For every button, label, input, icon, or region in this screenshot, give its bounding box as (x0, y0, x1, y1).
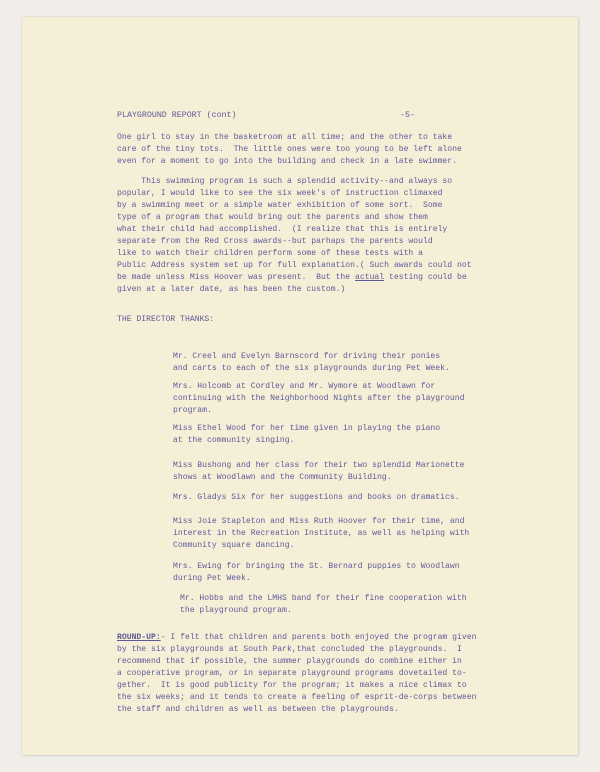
text-line: One girl to stay in the basketroom at all time; and the other to take (117, 133, 453, 142)
underlined-word: actual (355, 273, 385, 282)
text-line: by a swimming meet or a simple water exhibition of some sort. Some (117, 201, 443, 210)
text-line: program. (173, 406, 212, 415)
text-line: a cooperative program, or in separate playground programs dovetailed to- (117, 669, 467, 678)
text-line: care of the tiny tots. The little ones were too young to be left alone (117, 145, 462, 154)
text-span: testing could be (384, 273, 467, 282)
text-span: - I felt that children and parents both enjoyed the program given (160, 633, 477, 642)
text-line: during Pet Week. (173, 574, 251, 583)
text-line: the staff and children as well as between the playgrounds. (117, 705, 399, 714)
text-line: like to watch their children perform some of these tests with a (117, 249, 423, 258)
text-line: This swimming program is such a splendid activity--and always so (117, 177, 453, 186)
text-line: Miss Ethel Wood for her time given in playing the piano (173, 424, 441, 433)
text-line: recommend that if possible, the summer playgrounds do combine either in (117, 657, 462, 666)
text-line: shows at Woodlawn and the Community Building. (173, 473, 392, 482)
director-heading: THE DIRECTOR THANKS: (117, 315, 215, 324)
text-line: what their child had accomplished. (I realize that this is entirely (117, 225, 448, 234)
text-line: the six weeks; and it tends to create a feeling of esprit-de-corps between (117, 693, 477, 702)
text-line: Mr. Hobbs and the LMHS band for their fine cooperation with (180, 594, 467, 603)
text-line: Mr. Creel and Evelyn Barnscord for driving their ponies (173, 352, 441, 361)
roundup-label: ROUND-UP: (117, 633, 161, 642)
text-line: the playground program. (180, 606, 292, 615)
text-line: interest in the Recreation Institute, as well as helping with (173, 529, 470, 538)
text-line: and carts to each of the six playgrounds during Pet Week. (173, 364, 450, 373)
text-line: Public Address system set up for full explanation.( Such awards could not (117, 261, 472, 270)
text-line: gether. It is good publicity for the program; it makes a nice climax to (117, 681, 467, 690)
text-line: Mrs. Holcomb at Cordley and Mr. Wymore at Woodlawn for (173, 382, 436, 391)
text-line: by the six playgrounds at South Park,that concluded the playgrounds. I (117, 645, 462, 654)
text-line (117, 632, 476, 644)
text-line: Mrs. Ewing for bringing the St. Bernard puppies to Woodlawn (173, 562, 460, 571)
text-line (117, 272, 467, 284)
text-line: Miss Joie Stapleton and Miss Ruth Hoover for their time, and (173, 517, 465, 526)
text-line: popular, I would like to see the six week's of instruction climaxed (117, 189, 443, 198)
text-line: continuing with the Neighborhood Nights after the playground (173, 394, 465, 403)
text-line: type of a program that would bring out the parents and show them (117, 213, 428, 222)
text-line: even for a moment to go into the building and check in a late swimmer. (117, 157, 457, 166)
text-line: Miss Bushong and her class for their two splendid Marionette (173, 461, 465, 470)
text-span: be made unless Miss Hoover was present. But the (117, 273, 355, 282)
report-title: PLAYGROUND REPORT (cont) (117, 111, 237, 120)
page-number: -5- (400, 111, 415, 120)
text-line: given at a later date, as has been the custom.) (117, 285, 346, 294)
text-line: Community square dancing. (173, 541, 295, 550)
text-line: at the community singing. (173, 436, 295, 445)
text-line: Mrs. Gladys Six for her suggestions and books on dramatics. (173, 493, 460, 502)
text-line: separate from the Red Cross awards--but parhaps the parents would (117, 237, 433, 246)
